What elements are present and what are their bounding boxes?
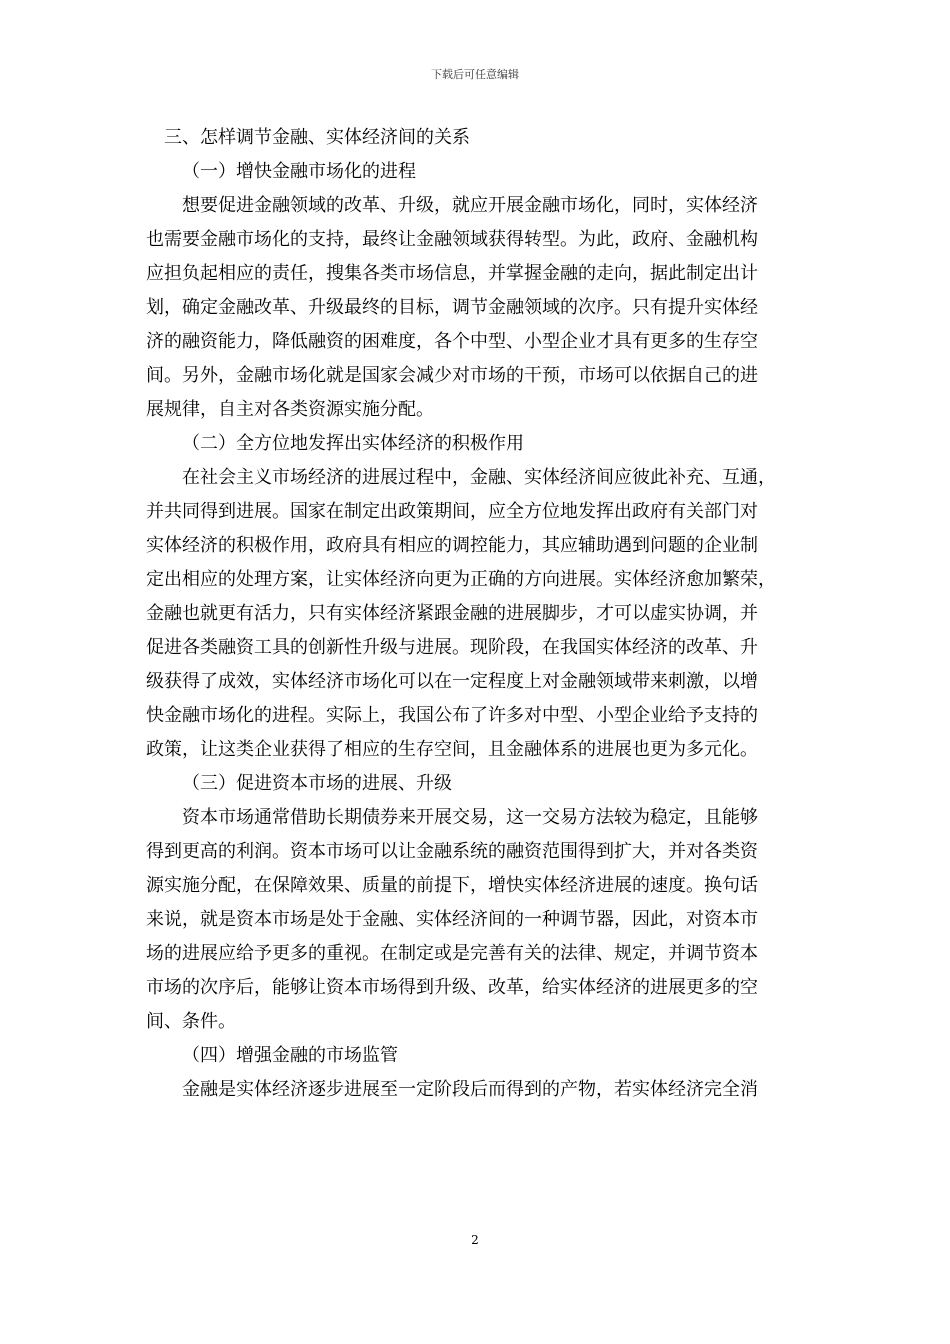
subsection-heading: （三）促进资本市场的进展、升级 <box>182 773 452 794</box>
body-text <box>146 121 818 1107</box>
section-heading: 三、怎样调节金融、实体经济间的关系 <box>164 127 470 148</box>
text-line: 政策，让这类企业获得了相应的生存空间，且金融体系的进展也更为多元化。 <box>146 739 758 760</box>
text-line: 金融也就更有活力，只有实体经济紧跟金融的进展脚步，才可以虚实协调，并 <box>146 603 758 624</box>
text-line: 得到更高的利润。资本市场可以让金融系统的融资范围得到扩大，并对各类资 <box>146 841 758 862</box>
text-line: 展规律，自主对各类资源实施分配。 <box>146 399 434 420</box>
text-line: 源实施分配，在保障效果、质量的前提下，增快实体经济进展的速度。换句话 <box>146 875 758 896</box>
paragraph-first-line: 资本市场通常借助长期债券来开展交易，这一交易方法较为稳定，且能够 <box>182 807 758 828</box>
text-line: 级获得了成效，实体经济市场化可以在一定程度上对金融领域带来刺激，以增 <box>146 671 758 692</box>
text-line: 也需要金融市场化的支持，最终让金融领域获得转型。为此，政府、金融机构 <box>146 229 758 250</box>
text-line: 间、条件。 <box>146 1011 236 1032</box>
text-line: 应担负起相应的责任，搜集各类市场信息，并掌握金融的走向，据此制定出计 <box>146 263 758 284</box>
subsection-heading: （四）增强金融的市场监管 <box>182 1045 398 1066</box>
text-line: 定出相应的处理方案，让实体经济向更为正确的方向进展。实体经济愈加繁荣， <box>146 569 776 590</box>
text-line: 快金融市场化的进程。实际上，我国公布了许多对中型、小型企业给予支持的 <box>146 705 758 726</box>
text-line: 实体经济的积极作用，政府具有相应的调控能力，其应辅助遇到问题的企业制 <box>146 535 758 556</box>
text-line: 场的进展应给予更多的重视。在制定或是完善有关的法律、规定，并调节资本 <box>146 943 758 964</box>
subsection-heading: （二）全方位地发挥出实体经济的积极作用 <box>182 433 524 454</box>
text-line: 促进各类融资工具的创新性升级与进展。现阶段，在我国实体经济的改革、升 <box>146 637 758 658</box>
text-line: 市场的次序后，能够让资本市场得到升级、改革，给实体经济的进展更多的空 <box>146 977 758 998</box>
page-number: 2 <box>471 1233 479 1247</box>
text-line: 间。另外，金融市场化就是国家会减少对市场的干预，市场可以依据自己的进 <box>146 365 758 386</box>
page-header: 下载后可任意编辑 <box>431 68 519 81</box>
text-line: 并共同得到进展。国家在制定出政策期间，应全方位地发挥出政府有关部门对 <box>146 501 758 522</box>
paragraph-first-line: 想要促进金融领域的改革、升级，就应开展金融市场化，同时，实体经济 <box>182 195 758 216</box>
text-line: 划，确定金融改革、升级最终的目标，调节金融领域的次序。只有提升实体经 <box>146 297 758 318</box>
text-line: 济的融资能力，降低融资的困难度，各个中型、小型企业才具有更多的生存空 <box>146 331 758 352</box>
paragraph-first-line: 在社会主义市场经济的进展过程中，金融、实体经济间应彼此补充、互通， <box>182 467 776 488</box>
subsection-heading: （一）增快金融市场化的进程 <box>182 161 416 182</box>
paragraph-first-line: 金融是实体经济逐步进展至一定阶段后而得到的产物，若实体经济完全消 <box>182 1079 758 1100</box>
text-line: 来说，就是资本市场是处于金融、实体经济间的一种调节器，因此，对资本市 <box>146 909 758 930</box>
